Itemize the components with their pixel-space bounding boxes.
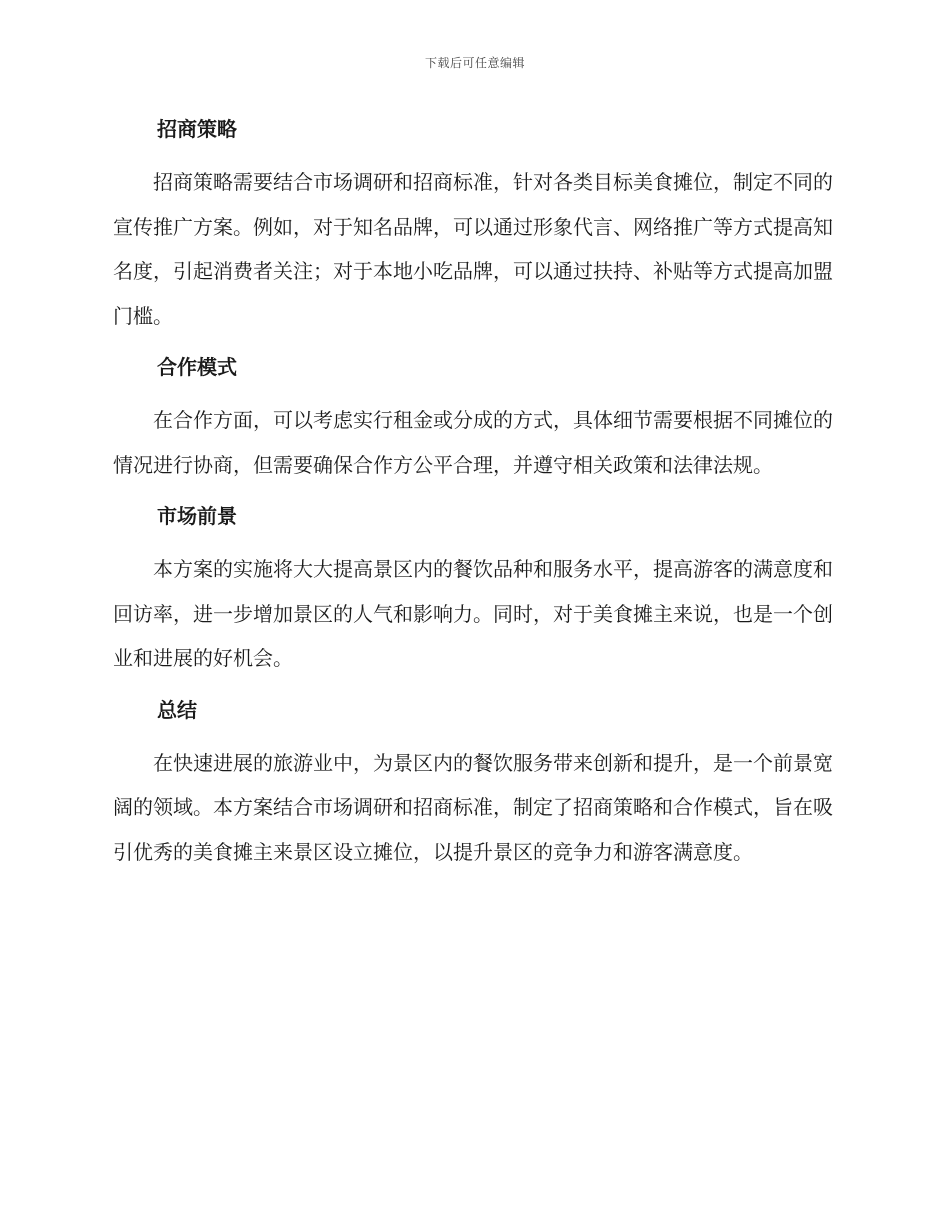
- page-header: 下载后可任意编辑: [424, 56, 525, 70]
- section-heading: 合作模式: [157, 355, 237, 379]
- section-paragraph: 在快速进展的旅游业中，为景区内的餐饮服务带来创新和提升，是一个前景宽阔的领域。本方案结合市场调研和招商标准，制定了招商策略和合作模式，旨在吸引优秀的美食摊主来景区设立摊位，以提升景区的竞争力和游客满意度。: [113, 750, 833, 864]
- section-summary: [113, 693, 833, 875]
- section-paragraph: 招商策略需要结合市场调研和招商标准，针对各类目标美食摊位，制定不同的宣传推广方案。例如，对于知名品牌，可以通过形象代言、网络推广等方式提高知名度，引起消费者关注；对于本地小吃品牌，可以通过扶持、补贴等方式提高加盟门槛。: [113, 170, 833, 328]
- section-recruitment-strategy: [113, 112, 833, 338]
- section-heading: 市场前景: [157, 504, 237, 528]
- section-cooperation-model: [113, 350, 833, 487]
- section-paragraph: 在合作方面，可以考虑实行租金或分成的方式，具体细节需要根据不同摊位的情况进行协商，但需要确保合作方公平合理，并遵守相关政策和法律法规。: [113, 408, 833, 477]
- document-content: [113, 112, 833, 886]
- section-market-outlook: [113, 499, 833, 681]
- section-heading: 招商策略: [157, 117, 237, 141]
- section-heading: 总结: [157, 697, 197, 722]
- section-paragraph: 本方案的实施将大大提高景区内的餐饮品种和服务水平，提高游客的满意度和回访率，进一步增加景区的人气和影响力。同时，对于美食摊主来说，也是一个创业和进展的好机会。: [113, 557, 833, 670]
